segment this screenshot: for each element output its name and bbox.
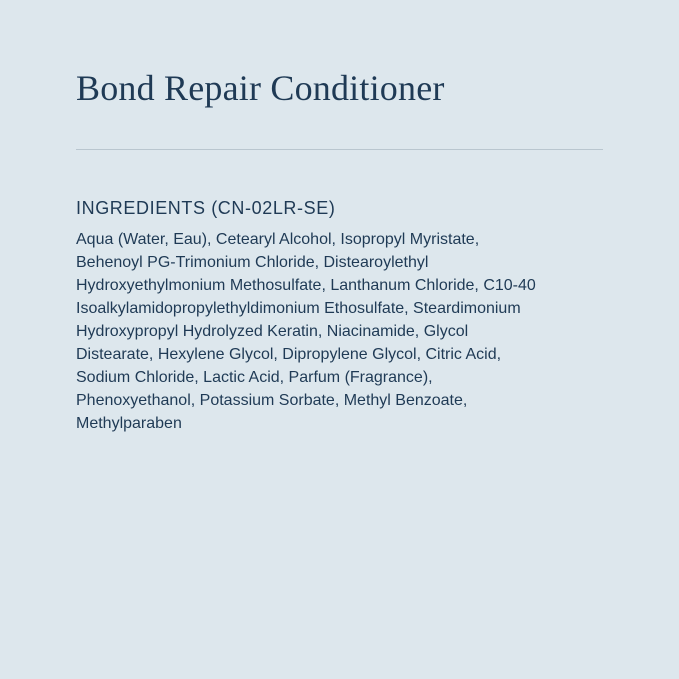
ingredients-line: Phenoxyethanol, Potassium Sorbate, Methyl Benzoate, (76, 392, 468, 409)
ingredients-list (76, 228, 616, 435)
ingredients-heading: INGREDIENTS (CN-02LR-SE) (76, 198, 336, 218)
ingredients-line: Distearate, Hexylene Glycol, Dipropylene Glycol, Citric Acid, (76, 346, 502, 363)
ingredients-line: Sodium Chloride, Lactic Acid, Parfum (Fragrance), (76, 369, 433, 386)
product-title: Bond Repair Conditioner (76, 68, 445, 108)
ingredients-line: Behenoyl PG-Trimonium Chloride, Distearoylethyl (76, 254, 429, 271)
ingredients-line: Hydroxyethylmonium Methosulfate, Lanthanum Chloride, C10-40 (76, 277, 536, 294)
ingredients-line: Aqua (Water, Eau), Cetearyl Alcohol, Isopropyl Myristate, (76, 231, 480, 248)
title-divider (76, 149, 603, 150)
ingredients-line: Methylparaben (76, 415, 182, 432)
ingredients-line: Hydroxypropyl Hydrolyzed Keratin, Niacinamide, Glycol (76, 323, 469, 340)
ingredients-line: Isoalkylamidopropylethyldimonium Ethosulfate, Steardimonium (76, 300, 521, 317)
